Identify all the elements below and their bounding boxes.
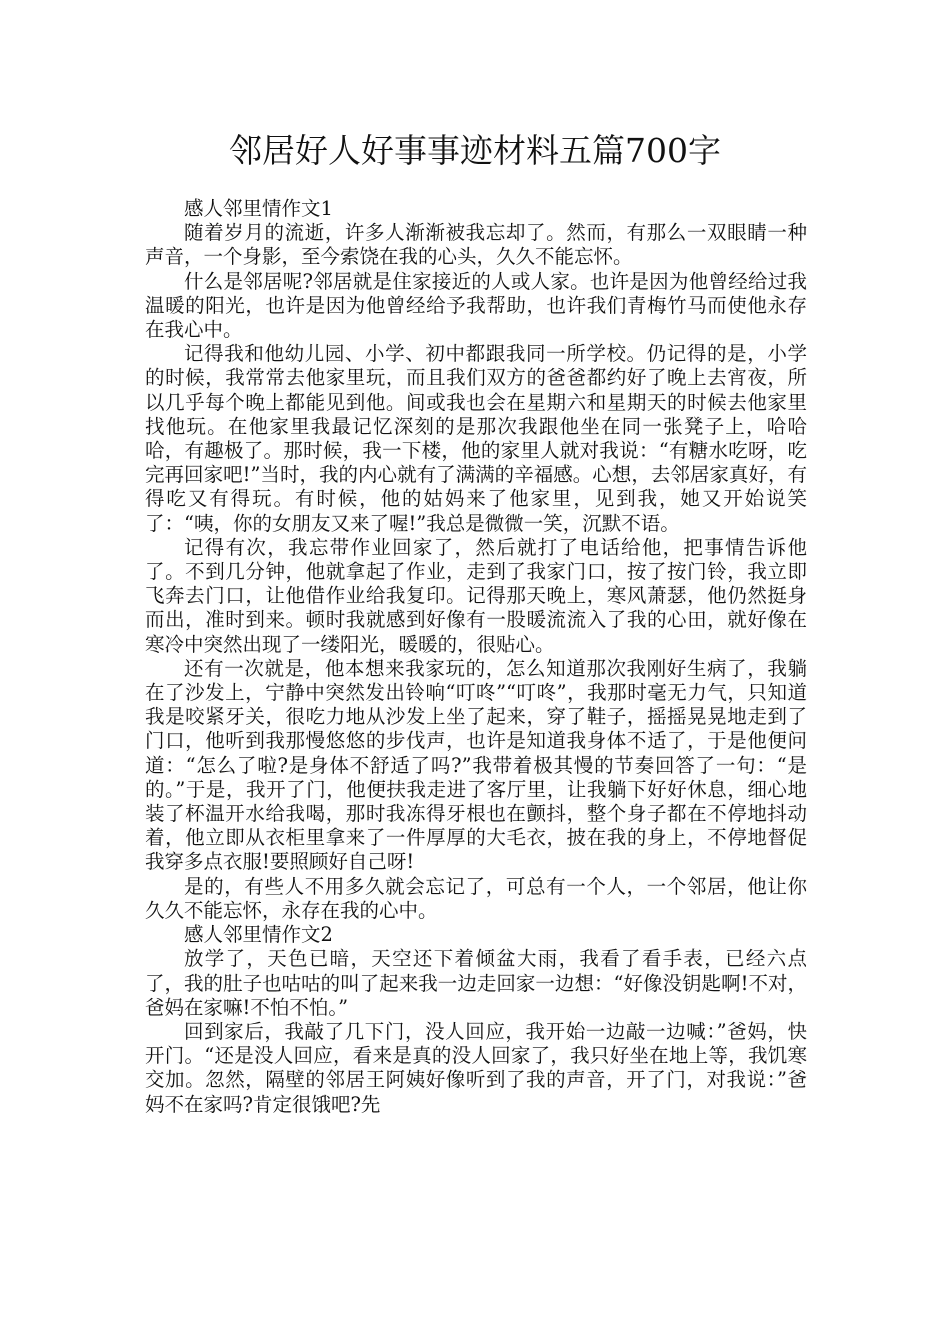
section-heading: 感人邻里情作文2 (184, 923, 333, 947)
paragraph: 什么是邻居呢?邻居就是住家接近的人或人家。也许是因为他曾经给过我温暖的阳光，也许是因为他曾经给予我帮助，也许我们青梅竹马而使他永存在我心中。 (145, 269, 807, 342)
paragraph: 回到家后，我敲了几下门，没人回应，我开始一边敲一边喊：”爸妈，快开门。“还是没人回应，看来是真的没人回家了，我只好坐在地上等，我饥寒交加。忽然，隔壁的邻居王阿姨好像听到了我的声音，开了门，对我说：”爸妈不在家吗?肯定很饿吧?先 (145, 1019, 807, 1116)
paragraph: 随着岁月的流逝，许多人渐渐被我忘却了。然而，有那么一双眼睛一种声音，一个身影，至今索饶在我的心头，久久不能忘怀。 (145, 221, 807, 269)
paragraph: 记得有次，我忘带作业回家了，然后就打了电话给他，把事情告诉他了。不到几分钟，他就拿起了作业，走到了我家门口，按了按门铃，我立即飞奔去门口，让他借作业给我复印。记得那天晚上，寒风萧瑟，他仍然挺身而出，准时到来。顿时我就感到好像有一股暖流流入了我的心田，就好像在寒冷中突然出现了一缕阳光，暖暖的，很贴心。 (145, 535, 807, 656)
paragraph: 是的，有些人不用多久就会忘记了，可总有一个人，一个邻居，他让你久久不能忘怀，永存在我的心中。 (145, 874, 807, 922)
document-title: 邻居好人好事事迹材料五篇700字 (229, 131, 721, 170)
document-body (145, 197, 807, 1117)
paragraph: 还有一次就是，他本想来我家玩的，怎么知道那次我刚好生病了，我躺在了沙发上，宁静中突然发出铃响“叮咚”“叮咚”，我那时毫无力气，只知道我是咬紧牙关，很吃力地从沙发上坐了起来，穿了鞋子，摇摇晃晃地走到了门口，他听到我那慢悠悠的步伐声，也许是知道我身体不适了，于是他便问道：“怎么了啦?是身体不舒适了吗?”我带着极其慢的节奏回答了一句：“是的。”于是，我开了门，他便扶我走进了客厅里，让我躺下好好休息，细心地装了杯温开水给我喝，那时我冻得牙根也在颤抖，整个身子都在不停地抖动着，他立即从衣柜里拿来了一件厚厚的大毛衣，披在我的身上，不停地督促我穿多点衣服!要照顾好自己呀! (145, 656, 807, 874)
section-heading: 感人邻里情作文1 (184, 197, 333, 220)
paragraph: 放学了，天色已暗，天空还下着倾盆大雨，我看了看手表，已经六点了，我的肚子也咕咕的叫了起来我一边走回家一边想：“好像没钥匙啊!不对，爸妈在家嘛!不怕不怕。” (145, 947, 807, 1019)
paragraph: 记得我和他幼儿园、小学、初中都跟我同一所学校。仍记得的是，小学的时候，我常常去他家里玩，而且我们双方的爸爸都约好了晚上去宵夜，所以几乎每个晚上都能见到他。间或我也会在星期六和星期天的时候去他家里找他玩。在他家里我最记忆深刻的是那次我跟他坐在同一张凳子上，哈哈哈，有趣极了。那时候，我一下楼，他的家里人就对我说：“有糖水吃呀，吃完再回家吧!”当时，我的内心就有了满满的辛福感。心想，去邻居家真好，有得吃又有得玩。有时候，他的姑妈来了他家里，见到我，她又开始说笑了：“咦，你的女朋友又来了喔!”我总是微微一笑，沉默不语。 (145, 342, 807, 535)
